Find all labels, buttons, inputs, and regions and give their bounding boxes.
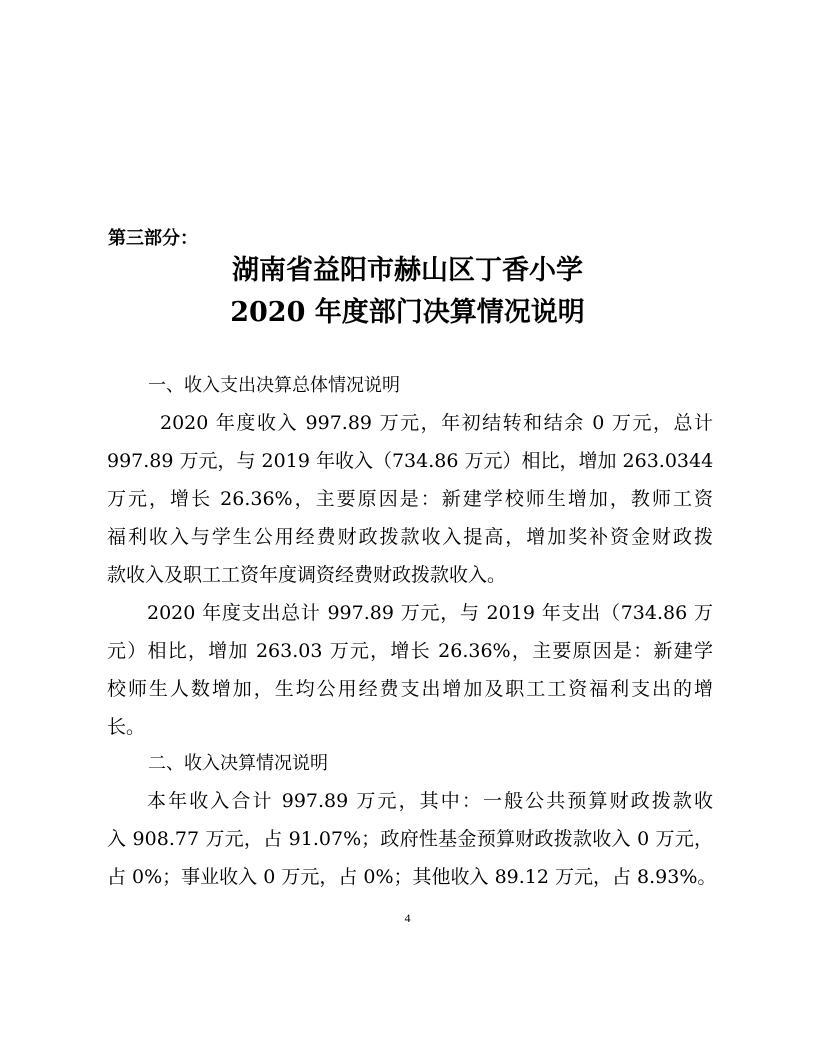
section1-heading: 一、收入支出决算总体情况说明 bbox=[148, 375, 400, 396]
paragraph-line: 款收入及职工工资年度调资经费财政拨款收入。 bbox=[107, 564, 507, 586]
document-title-line2: 2020 年度部门决算情况说明 bbox=[230, 297, 585, 328]
paragraph-line: 福利收入与学生公用经费财政拨款收入提高，增加奖补资金财政拨 bbox=[107, 526, 713, 548]
paragraph-line: 校师生人数增加，生均公用经费支出增加及职工工资福利支出的增 bbox=[107, 678, 713, 700]
paragraph-line: 元）相比，增加 263.03 万元，增长 26.36%，主要原因是：新建学 bbox=[107, 640, 713, 662]
paragraph-line: 占 0%；事业收入 0 万元，占 0%；其他收入 89.12 万元，占 8.93%。 bbox=[107, 866, 717, 888]
document-title-line1: 湖南省益阳市赫山区丁香小学 bbox=[232, 255, 583, 286]
part-label: 第三部分： bbox=[108, 228, 198, 249]
paragraph-line: 万元，增长 26.36%，主要原因是：新建学校师生增加，教师工资 bbox=[107, 488, 713, 510]
paragraph-line: 本年收入合计 997.89 万元，其中：一般公共预算财政拨款收 bbox=[147, 790, 713, 812]
paragraph-line: 997.89 万元，与 2019 年收入（734.86 万元）相比，增加 263.0344 bbox=[107, 450, 714, 472]
paragraph-line: 入 908.77 万元，占 91.07%；政府性基金预算财政拨款收入 0 万元， bbox=[107, 828, 713, 850]
paragraph-line: 2020 年度收入 997.89 万元，年初结转和结余 0 万元，总计 bbox=[160, 412, 713, 434]
section2-heading: 二、收入决算情况说明 bbox=[148, 753, 328, 774]
paragraph-line: 长。 bbox=[107, 716, 146, 738]
page-number: 4 bbox=[404, 911, 411, 925]
paragraph-line: 2020 年度支出总计 997.89 万元，与 2019 年支出（734.86 万 bbox=[147, 602, 713, 624]
